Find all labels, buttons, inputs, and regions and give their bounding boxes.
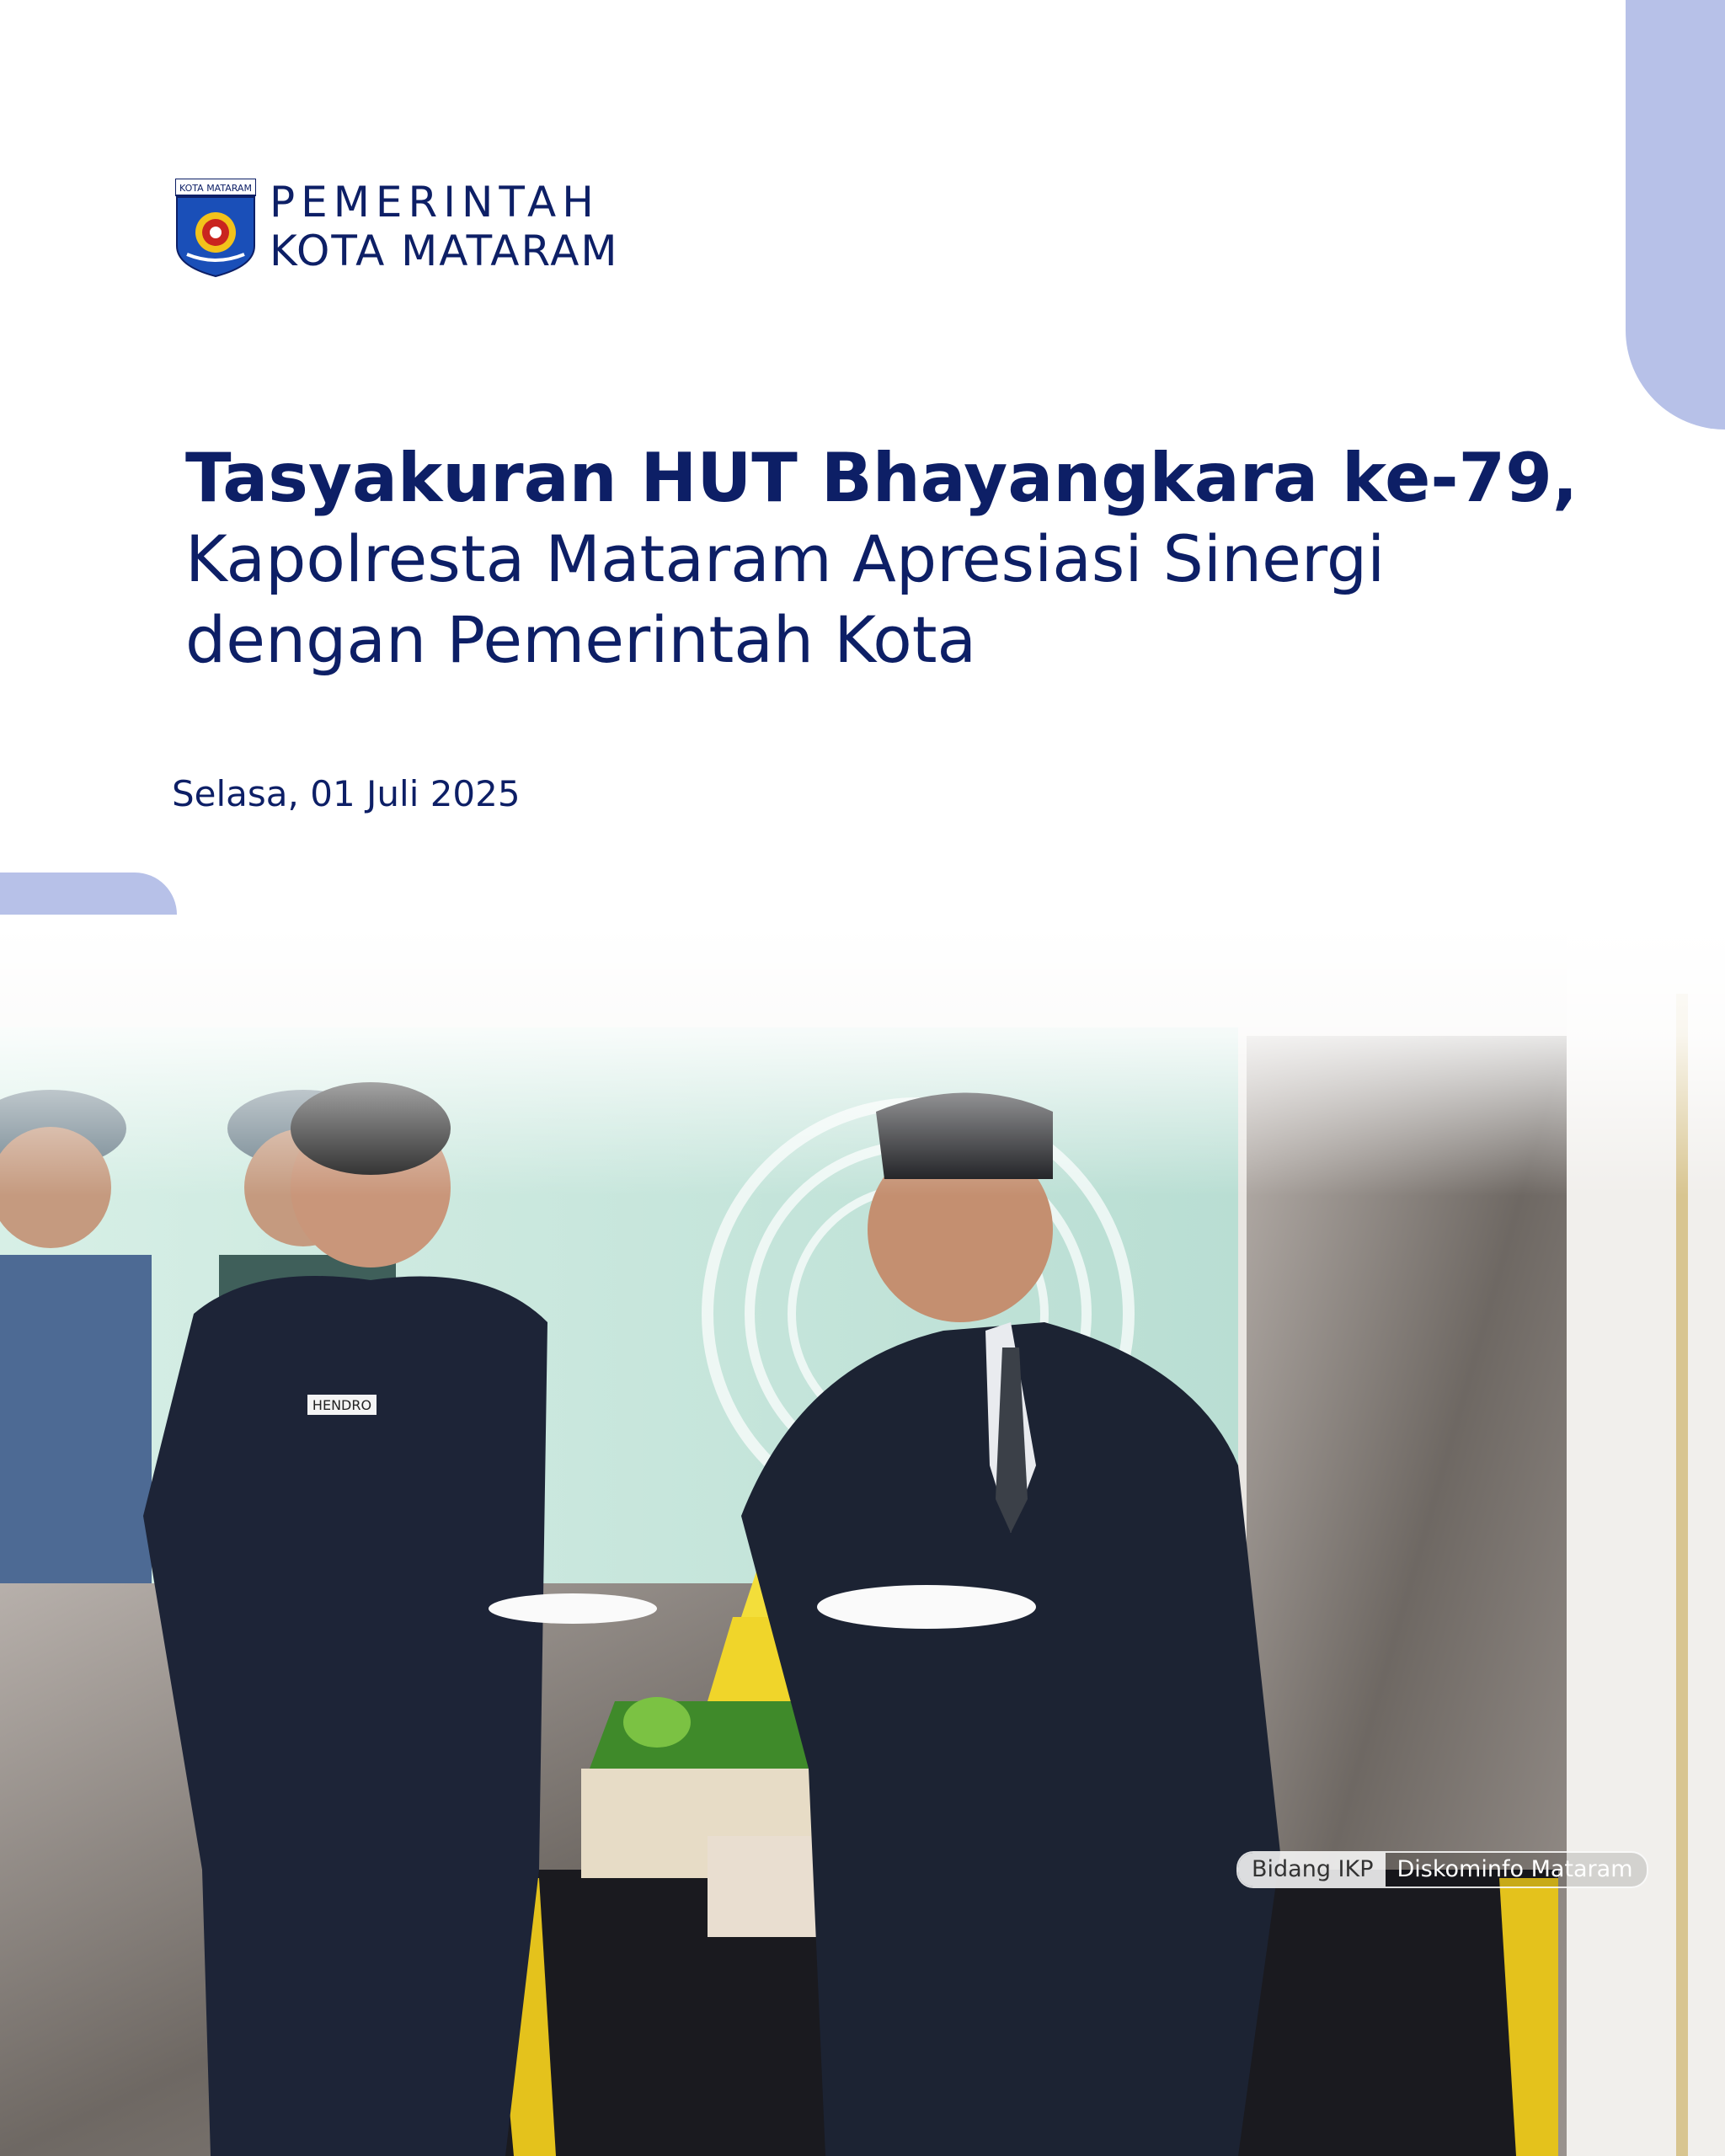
org-name-line1: PEMERINTAH bbox=[270, 178, 600, 227]
publish-date: Selasa, 01 Juli 2025 bbox=[172, 773, 521, 814]
credit-agency: Diskominfo Mataram bbox=[1397, 1856, 1633, 1882]
name-tag: HENDRO bbox=[312, 1397, 372, 1413]
headline-line3: dengan Pemerintah Kota bbox=[185, 602, 977, 677]
credit-division: Bidang IKP bbox=[1238, 1853, 1386, 1886]
photo-credit-badge bbox=[1236, 1851, 1648, 1888]
headline-line2: Kapolresta Mataram Apresiasi Sinergi bbox=[185, 521, 1386, 596]
logo-caption: KOTA MATARAM bbox=[179, 183, 252, 194]
org-name-line2: KOTA MATARAM bbox=[270, 227, 619, 275]
headline-line1: Tasyakuran HUT Bhayangkara ke-79, bbox=[185, 439, 1578, 517]
event-photo bbox=[0, 926, 1725, 2156]
accent-shape-top bbox=[1626, 0, 1725, 430]
city-crest-logo bbox=[175, 179, 256, 278]
accent-shape-left bbox=[0, 873, 177, 915]
